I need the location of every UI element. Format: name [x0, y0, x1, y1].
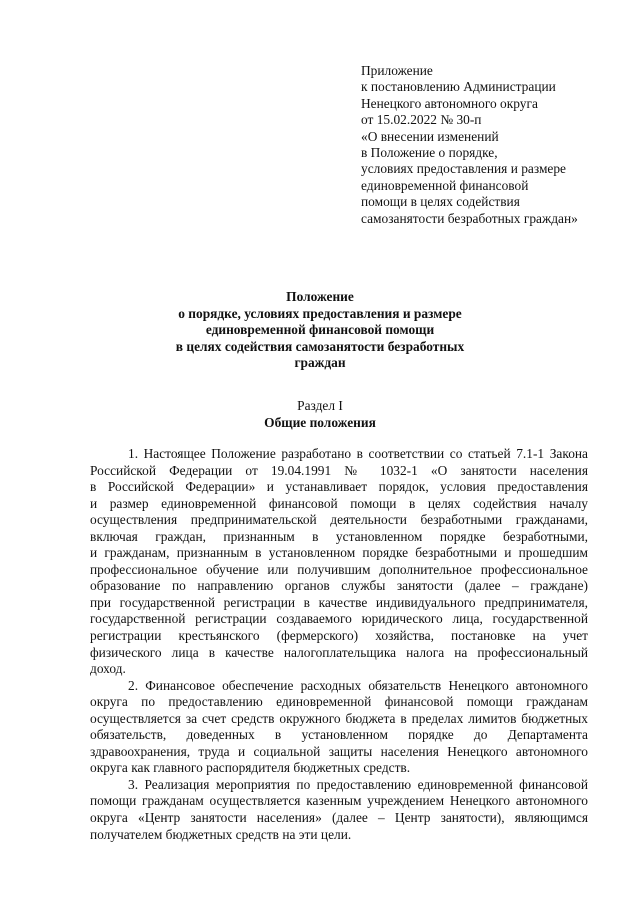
annex-line: Приложение	[361, 63, 433, 78]
paragraph-line: образование по направлению органов службы занятости (далее – граждане)	[90, 578, 588, 594]
paragraph-line: и гражданам, признанным в установленном порядке безработными и прошедшим	[90, 545, 588, 561]
paragraph-line: округа «Центр занятости населения» (далее – Центр занятости), являющимся	[90, 810, 588, 826]
paragraph-line: получателем бюджетных средств на эти цели.	[90, 826, 352, 842]
paragraph-line: 1. Настоящее Положение разработано в соответствии со статьей 7.1-1 Закона	[128, 446, 588, 461]
annex-header	[361, 63, 611, 227]
paragraph-line: округа по предоставлению единовременной финансовой помощи гражданам	[90, 694, 588, 710]
paragraph-line: осуществления предпринимательской деятельности безработными гражданами,	[90, 512, 588, 528]
section-header	[90, 398, 550, 431]
paragraph-2	[90, 678, 588, 777]
annex-line: «О внесении изменений	[361, 128, 499, 144]
title-line: Положение	[286, 289, 354, 304]
paragraph-line: государственной регистрации создаваемого юридического лица, государственной	[90, 611, 588, 627]
paragraph-line: здравоохранения, труда и социальной защиты населения Ненецкого автономного	[90, 743, 588, 759]
title-line: единовременной финансовой помощи	[205, 322, 435, 338]
annex-line: самозанятости безработных граждан»	[361, 210, 578, 226]
paragraph-line: в Российской Федерации» и устанавливает порядок, условия предоставления	[90, 479, 588, 495]
annex-line: единовременной финансовой	[361, 177, 529, 193]
paragraph-line: Российской Федерации от 19.04.1991 № 1032-1 «О занятости населения	[90, 462, 588, 478]
annex-line: в Положение о порядке,	[361, 145, 498, 161]
paragraph-line: округа как главного распорядителя бюджетных средств.	[90, 760, 411, 776]
paragraph-line: и размер единовременной финансовой помощи в целях содействия началу	[90, 495, 588, 511]
paragraph-line: 3. Реализация мероприятия по предоставлению единовременной финансовой	[128, 776, 588, 792]
section-heading: Общие положения	[264, 414, 376, 430]
section-number: Раздел I	[297, 398, 343, 413]
document-title	[90, 289, 550, 372]
title-line: в целях содействия самозанятости безработных	[175, 338, 465, 354]
document-body	[90, 446, 588, 843]
annex-line: от 15.02.2022 № 30-п	[361, 112, 482, 128]
paragraph-3	[90, 777, 588, 843]
paragraph-line: осуществляется за счет средств окружного бюджета в пределах лимитов бюджетных	[90, 710, 588, 726]
title-line: граждан	[294, 355, 346, 371]
paragraph-line: регистрации крестьянского (фермерского) хозяйства, постановке на учет	[90, 628, 588, 644]
annex-line: к постановлению Администрации	[361, 79, 556, 95]
paragraph-line: физического лица в качестве налогоплательщика налога на профессиональный	[90, 644, 588, 660]
paragraph-line: 2. Финансовое обеспечение расходных обязательств Ненецкого автономного	[128, 677, 588, 693]
paragraph-line: при государственной регистрации в качестве индивидуального предпринимателя,	[90, 594, 588, 610]
paragraph-line: включая граждан, признанным в установленном порядке безработными,	[90, 528, 588, 544]
paragraph-1	[90, 446, 588, 678]
annex-line: условиях предоставления и размере	[361, 161, 566, 177]
paragraph-line: профессиональное обучение или получившим дополнительное профессиональное	[90, 561, 588, 577]
title-line: о порядке, условиях предоставления и размере	[178, 305, 462, 321]
annex-line: помощи в целях содействия	[361, 194, 520, 210]
paragraph-line: помощи гражданам осуществляется казенным учреждением Ненецкого автономного	[90, 793, 588, 809]
paragraph-line: обязательств, доведенных в установленном порядке до Департамента	[90, 727, 588, 743]
annex-line: Ненецкого автономного округа	[361, 95, 538, 111]
paragraph-line: доход.	[90, 661, 126, 677]
